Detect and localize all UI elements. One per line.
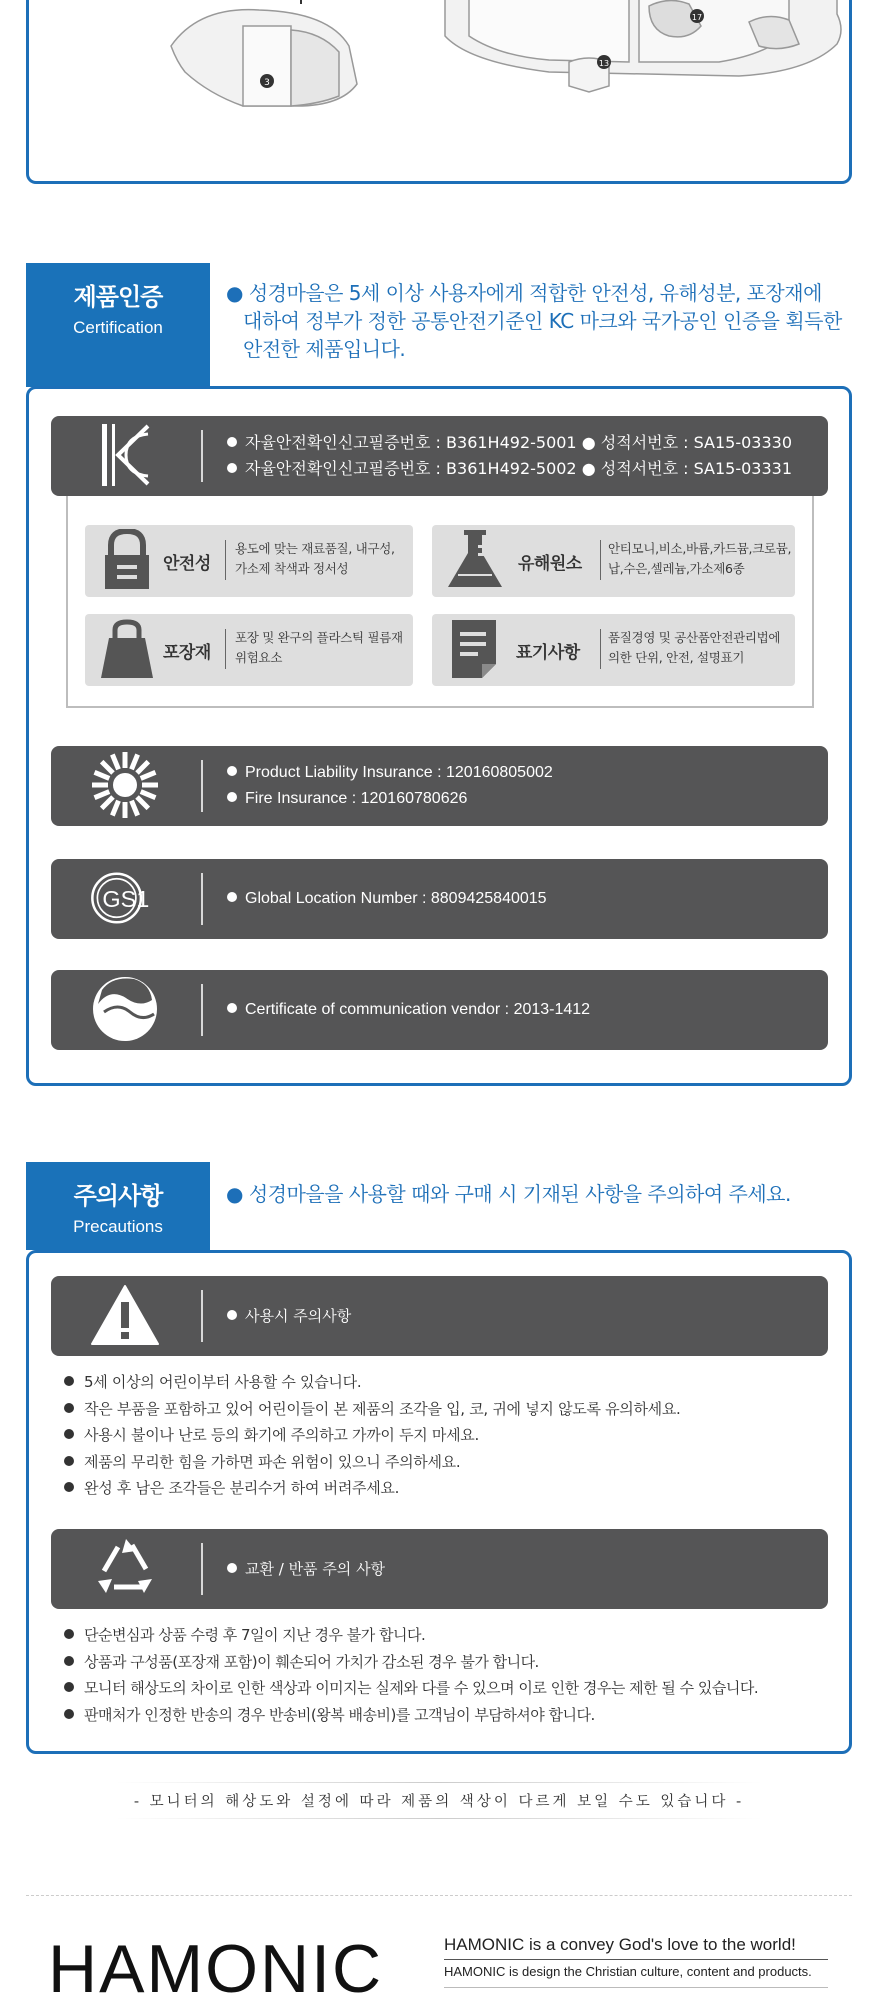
flask-icon [444, 529, 506, 591]
safety-item-safety: 안전성 용도에 맞는 재료품질, 내구성, 가소제 착색과 정서성 [85, 525, 413, 597]
list-item: 상품과 구성품(포장재 포함)이 훼손되어 가치가 감소된 경우 불가 합니다. [64, 1649, 854, 1676]
subtitle-rule [444, 1987, 828, 1988]
list-item: 단순변심과 상품 수령 후 7일이 지난 경우 불가 합니다. [64, 1622, 854, 1649]
safety-item-packaging: 포장재 포장 및 완구의 플라스틱 필름재 위험요소 [85, 614, 413, 686]
note-divider-bottom [116, 1818, 762, 1819]
list-item: 모니터 해상도의 차이로 인한 색상과 이미지는 실제와 다를 수 있으며 이로 인한 경우는 제한 될 수 있습니다. [64, 1675, 854, 1702]
gs1-lines: Global Location Number : 8809425840015 [227, 886, 547, 912]
certification-tab [26, 263, 210, 387]
footer-slogan: HAMONIC is a convey God's love to the world! [444, 1935, 796, 1954]
use-precautions-bar [51, 1276, 828, 1356]
use-precautions-title: 사용시 주의사항 [245, 1307, 352, 1325]
certification-subtitle: Certification [73, 318, 163, 337]
safety-item-labeling: 표기사항 품질경영 및 공산품안전관리법에 의한 단위, 안전, 설명표기 [432, 614, 795, 686]
comm-lines: Certificate of communication vendor : 2013-1412 [227, 997, 590, 1023]
slogan-rule [444, 1959, 828, 1960]
return-precautions-title: 교환 / 반품 주의 사항 [245, 1560, 386, 1578]
divider [201, 430, 203, 482]
return-precautions-list [64, 1622, 854, 1728]
lead-bullet: ● [226, 281, 243, 305]
note-divider-top [116, 1782, 762, 1783]
assembly-illustration [29, 0, 849, 180]
communication-vendor-bar [51, 970, 828, 1050]
precautions-lead: ● 성경마을을 사용할 때와 구매 시 기재된 사항을 주의하여 주세요. [226, 1182, 791, 1206]
divider [201, 760, 203, 812]
list-item: 사용시 불이나 난로 등의 화기에 주의하고 가까이 두지 마세요. [64, 1422, 844, 1449]
gs1-bar [51, 859, 828, 939]
kc-lines: 자율안전확인신고필증번호 : B361H492-5001 ● 성적서번호 : SA15-03330 자율안전확인신고필증번호 : B361H492-5002 ● 성적서번호 : SA15-03331 [227, 430, 792, 482]
divider [201, 1290, 203, 1342]
certification-lead: ● 성경마을은 5세 이상 사용자에게 적합한 안전성, 유해성분, 포장재에 대하여 정부가 정한 공통안전기준인 KC 마크와 국가공인 인증을 획득한 안전한 제품입니다. [226, 281, 842, 361]
certification-title: 제품인증 [73, 283, 163, 311]
bag-icon [99, 618, 155, 680]
divider [201, 873, 203, 925]
insurance-bar [51, 746, 828, 826]
kc-mark-icon [89, 422, 161, 488]
gs1-logo-text: GS1 [102, 886, 150, 913]
list-item: 완성 후 남은 조각들은 분리수거 하여 버려주세요. [64, 1475, 844, 1502]
step-number: 3 [264, 78, 270, 88]
recycle-icon [89, 1535, 161, 1601]
hamonic-logo: HAMONIC [48, 1931, 384, 2007]
list-item: 판매처가 인정한 반송의 경우 반송비(왕복 배송비)를 고객님이 부담하셔야 합니다. [64, 1702, 854, 1729]
warning-icon [89, 1282, 161, 1348]
list-item: 5세 이상의 어린이부터 사용할 수 있습니다. [64, 1369, 844, 1396]
list-item: 제품의 무리한 힘을 가하면 파손 위험이 있으니 주의하세요. [64, 1449, 844, 1476]
use-precautions-list [64, 1369, 844, 1502]
return-precautions-bar [51, 1529, 828, 1609]
safety-item-harmful-elements: 유해원소 안티모니,비소,바륨,카드뮴,크로뮴, 납,수은,셀레늄,가소제6종 [432, 525, 795, 597]
divider [201, 1543, 203, 1595]
precautions-subtitle: Precautions [73, 1217, 163, 1236]
footer-subtitle: HAMONIC is design the Christian culture, content and products. [444, 1964, 812, 1979]
divider [201, 984, 203, 1036]
precautions-tab [26, 1162, 210, 1250]
document-icon [446, 618, 502, 680]
insurance-seal-icon [89, 752, 161, 818]
footer-divider [26, 1895, 852, 1896]
step-number: 13 [598, 59, 610, 68]
kc-certificate-bar [51, 416, 828, 496]
lock-icon [99, 529, 155, 591]
monitor-note: - 모니터의 해상도와 설정에 따라 제품의 색상이 다르게 보일 수도 있습니다 - [133, 1794, 745, 1810]
insurance-lines: Product Liability Insurance : 120160805002 Fire Insurance : 120160780626 [227, 760, 553, 812]
list-item: 작은 부품을 포함하고 있어 어린이들이 본 제품의 조각을 입, 코, 귀에 넣지 않도록 유의하세요. [64, 1396, 844, 1423]
gs1-logo-icon [89, 865, 161, 931]
precautions-title: 주의사항 [73, 1182, 163, 1210]
step-number: 17 [691, 13, 703, 22]
government-emblem-icon [89, 976, 161, 1042]
illustration-panel [26, 0, 852, 184]
